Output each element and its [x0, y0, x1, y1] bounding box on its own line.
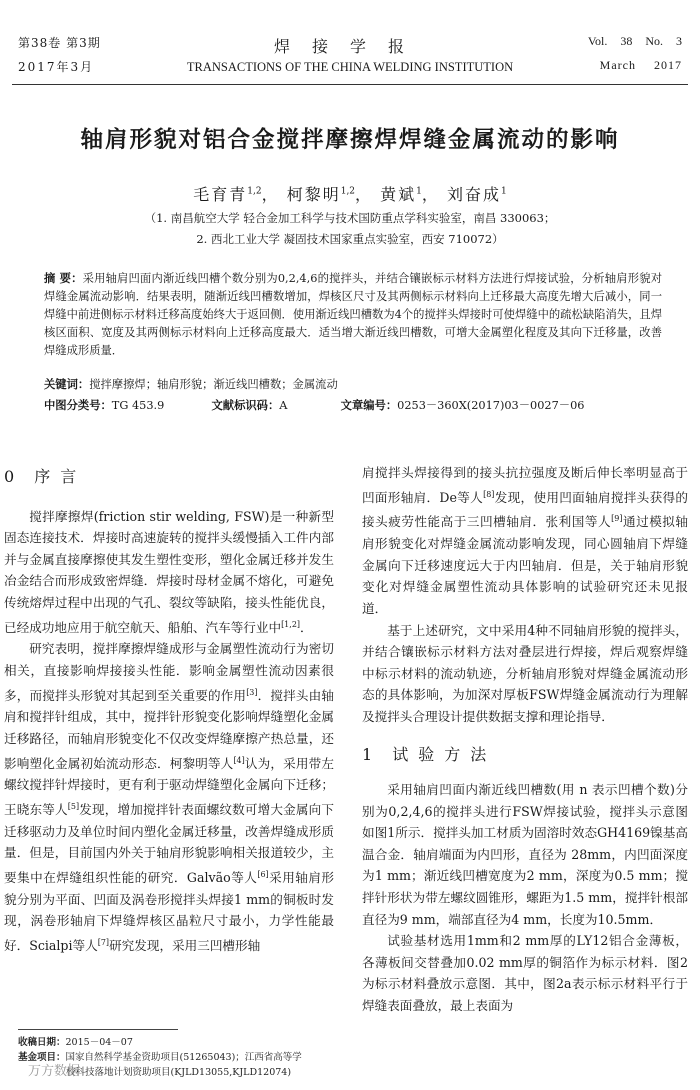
abstract: [44, 270, 662, 360]
author-name: 毛育青: [193, 185, 248, 204]
received-date: 2015－04－07: [65, 1037, 133, 1048]
citation: [1,2]: [281, 619, 301, 629]
journal-name-en: TRANSACTIONS OF THE CHINA WELDING INSTITUTION: [186, 60, 514, 74]
author-name: 刘奋成: [446, 185, 501, 204]
citation: [3]: [246, 687, 258, 697]
article-title: 轴肩形貌对铝合金搅拌摩擦焊焊缝金属流动的影响: [80, 127, 620, 153]
citation: [5]: [67, 801, 80, 811]
volume-issue-en: Vol. 38 No. 3: [587, 34, 682, 48]
clc-label: 中图分类号：: [44, 398, 112, 412]
section-number: 1: [362, 744, 373, 764]
journal-name-cn: 焊接学报: [273, 37, 426, 56]
section-heading-methods: [362, 744, 688, 766]
doc-code: A: [279, 399, 288, 412]
section-title: 试验方法: [392, 744, 497, 764]
keywords-label: 关键词：: [44, 377, 90, 391]
author-affil-mark: 1,2: [247, 186, 262, 197]
author-affil-mark: 1: [501, 186, 507, 197]
author-affil-mark: 1: [416, 186, 422, 197]
paragraph: 基于上述研究，文中采用4种不同轴肩形貌的搅拌头，并结合镶嵌标示材料方法对叠层进行焊接，焊后观察焊缝中标示材料的流动轨迹，分析轴肩形貌对焊缝金属流动形态的具体影响，为加深对厚板FSW焊缝金属流动行为理解及搅拌头合理设计提供数据支撑和理论指导．: [362, 622, 688, 724]
fund-line-1: 国家自然科学基金资助项目(51265043)；江西省高等学: [65, 1052, 302, 1063]
citation: [4]: [233, 755, 245, 765]
paragraph: 试验基材选用1mm和2 mm厚的LY12铝合金薄板，各薄板间交替叠加0.02 mm厚的铜箔作为标示材料．图2为标示材料叠放示意图．其中，图2a表示标示材料平行于焊缝表面叠放，最上表面为: [362, 933, 688, 1014]
footnote-rule: [18, 1029, 178, 1030]
citation: [8]: [483, 489, 495, 499]
abstract-text: 采用轴肩凹面内渐近线凹槽个数分别为0,2,4,6的搅拌头，并结合镶嵌标示材料方法进行焊接试验，分析轴肩形貌对焊缝金属流动影响．结果表明，随渐近线凹槽数增加，焊核区尺寸及其两侧标示材料向上迁移最大高度先增大后减小，同一焊缝中前进侧标示材料迁移高度始终大于返回侧．使用渐近线凹槽数为4个的搅拌头焊接时可使焊缝中的疏松缺陷消失，且焊核区面积、宽度及其两侧标示材料向上迁移高度最大．适当增大渐近线凹槽数，可增大金属塑化程度及其向下迁移量，改善焊缝成形质量．: [44, 272, 663, 357]
article-number: 0253－360X(2017)03－0027－06: [397, 399, 585, 412]
article-no-label: 文章编号：: [340, 398, 398, 412]
watermark: 万方数据: [28, 1064, 81, 1079]
received-label: 收稿日期：: [18, 1037, 66, 1048]
header-rule: [12, 84, 688, 85]
citation: [6]: [257, 869, 269, 879]
citation: [9]: [611, 514, 623, 524]
fund-line-2: 校科技落地计划资助项目(KJLD13055,KJLD12074): [66, 1067, 292, 1078]
paragraph: 搅拌摩擦焊(friction stir welding, FSW)是一种新型固态连接技术．焊接时高速旋转的搅拌头缓慢插入工件内部并与金属直接摩擦使其发生塑性变形，塑化金属迁移并发生冶金结合而形成致密焊缝．焊接时母材金属不熔化，可避免传统熔焊过程中出现的气孔、裂纹等缺陷，接头性能优良，已经成功地应用于航空航天、船舶、汽车等行业中[1,2]．: [4, 508, 334, 635]
section-heading-intro: [4, 466, 334, 488]
date-cn: 2017年3月: [18, 60, 95, 74]
section-title: 序言: [34, 467, 87, 486]
date-en: March 2017: [599, 58, 682, 72]
author-affil-mark: 1,2: [340, 186, 356, 197]
author-list: 毛育青$^{1,2}$， 柯黎明$^{1,2}$， 黄斌$^1$， 刘奋成$^1$: [193, 185, 507, 204]
left-column: [4, 466, 334, 957]
affiliation-1: （1. 南昌航空大学 轻合金加工科学与技术国防重点学科实验室，南昌 330063；: [144, 211, 556, 225]
journal-header: [18, 34, 682, 80]
citation: [7]: [97, 937, 110, 947]
keywords: 搅拌摩擦焊；轴肩形貌；渐近线凹槽数；金属流动: [89, 378, 338, 391]
paragraph: 采用轴肩凹面内渐近线凹槽数(用 n 表示凹槽个数)分别为0,2,4,6的搅拌头进行FSW焊接试验，搅拌头示意图如图1所示．搅拌头加工材质为固溶时效态GH4169镍基高温合金．轴肩端面为内凹形，直径为 28mm，内凹面深度为1 mm；渐近线凹槽宽度为2 mm，深度为0.5 mm；搅拌针形状为带左螺纹圆锥形，螺距为1.5 mm，搅拌针根部直径为9 mm，端部直径为4 mm，长度为10.5mm．: [362, 782, 688, 927]
doc-code-label: 文献标识码：: [211, 398, 280, 412]
paragraph: 肩搅拌头焊接得到的接头抗拉强度及断后伸长率明显高于凹面形轴肩．De等人[8]发现，使用凹面轴肩搅拌头获得的接头疲劳性能高于三凹槽轴肩．张利国等人[9]通过模拟轴肩形貌变化对焊缝金属流动影响发现，同心圆轴肩下焊缝金属向下迁移速度远大于内凹轴肩．但是，关于轴肩形貌变化对焊缝金属塑性流动具体影响的试验研究还未见报道．: [362, 465, 689, 616]
fund-label: 基金项目：: [18, 1052, 66, 1063]
clc-number: TG 453.9: [111, 399, 165, 412]
volume-issue-cn: 第38卷 第3期: [18, 36, 101, 50]
author-name: 柯黎明: [286, 185, 341, 204]
right-column: [362, 462, 688, 1017]
paragraph: 研究表明，搅拌摩擦焊缝成形与金属塑性流动行为密切相关，直接影响焊接接头性能．影响金属塑性流动因素很多，而搅拌头形貌对其起到至关重要的作用[3]．搅拌头由轴肩和搅拌针组成，其中，搅拌针形貌变化影响焊缝塑化金属迁移路径，而轴肩形貌变化不仅改变焊缝摩擦产热总量，还影响塑化金属初始流动形态．柯黎明等人[4]认为，采用带左螺纹搅拌针焊接时，更有利于驱动焊缝塑化金属向下迁移；王晓东等人[5]发现，增加搅拌针表面螺纹数可增大金属向下迁移驱动力及单位时间内塑化金属迁移量，改善焊缝成形质量．但是，目前国内外关于轴肩形貌影响相关报道较少，主要集中在焊缝组织性能的研究．Galvão等人[6]采用轴肩形貌分别为平面、凹面及涡卷形搅拌头焊接1 mm的铜板时发现，涡卷形轴肩下焊缝焊核区晶粒尺寸最小，力学性能最好．Scialpi等人[7]研究发现，采用三凹槽形轴: [4, 641, 335, 953]
abstract-label: 摘 要：: [44, 272, 83, 285]
section-number: 0: [4, 467, 15, 486]
author-name: 黄斌: [380, 185, 417, 204]
article-meta: [44, 374, 584, 416]
affiliation-2: 2. 西北工业大学 凝固技术国家重点实验室，西安 710072）: [196, 232, 504, 246]
